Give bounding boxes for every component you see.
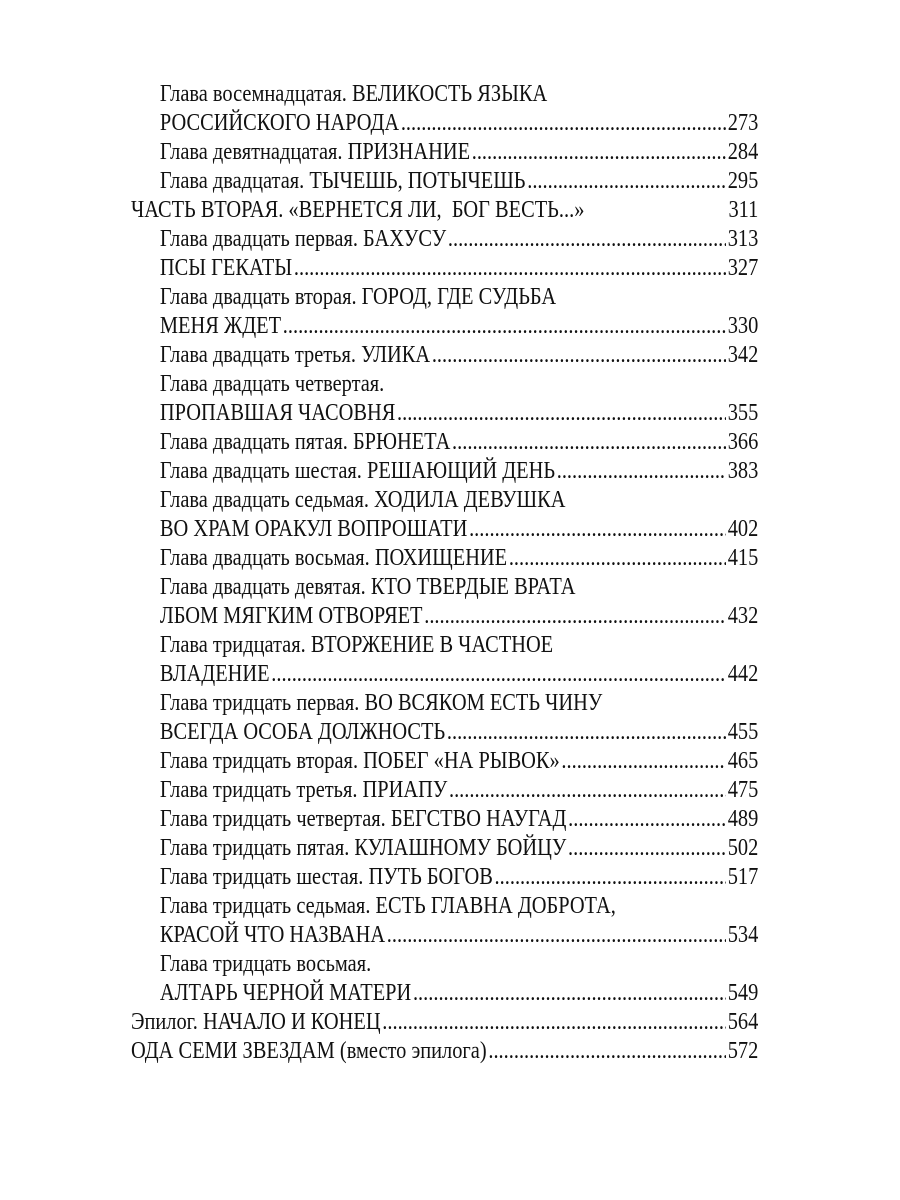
toc-entry-page: 311 — [728, 197, 759, 223]
toc-entry-page: 489 — [727, 806, 759, 832]
toc-entry — [131, 631, 758, 660]
toc-entry-title: Глава тридцатая. ВТОРЖЕНИЕ В ЧАСТНОЕ — [159, 632, 554, 658]
toc-entry-title: РОССИЙСКОГО НАРОДА — [159, 110, 400, 136]
dot-leader — [397, 399, 726, 428]
toc-entry-title: Глава двадцать четвертая. — [159, 371, 385, 397]
toc-entry-page: 502 — [727, 835, 759, 861]
toc-entry — [131, 544, 758, 573]
toc-entry-page: 549 — [727, 980, 759, 1006]
toc-entry-title: ВСЕГДА ОСОБА ДОЛЖНОСТЬ — [159, 719, 446, 745]
toc-entry-title: Глава двадцать первая. БАХУСУ — [159, 226, 447, 252]
toc-entry-title: Глава двадцатая. ТЫЧЕШЬ, ПОТЫЧЕШЬ — [159, 168, 526, 194]
toc-entry-page: 273 — [727, 110, 759, 136]
toc-entry-title: Глава двадцать восьмая. ПОХИЩЕНИЕ — [159, 545, 508, 571]
dot-leader — [432, 341, 726, 370]
toc-entry-title: Глава тридцать седьмая. ЕСТЬ ГЛАВНА ДОБРОТА, — [159, 893, 616, 919]
dot-leader — [472, 138, 726, 167]
toc-entry — [131, 776, 758, 805]
toc-entry — [131, 370, 758, 399]
toc-entry — [131, 225, 758, 254]
toc-entry-title: АЛТАРЬ ЧЕРНОЙ МАТЕРИ — [159, 980, 412, 1006]
toc-entry-page: 383 — [727, 458, 759, 484]
toc-entry-title: Глава тридцать восьмая. — [159, 951, 372, 977]
toc-entry-page: 534 — [727, 922, 759, 948]
toc-entry-page: 475 — [727, 777, 759, 803]
toc-entry-page: 355 — [727, 400, 759, 426]
toc-entry — [131, 486, 758, 515]
dot-leader — [448, 225, 726, 254]
toc-entry-page: 402 — [727, 516, 759, 542]
toc-entry-title: ЧАСТЬ ВТОРАЯ. «ВЕРНЕТСЯ ЛИ, БОГ ВЕСТЬ...» — [131, 197, 585, 223]
toc-entry-page: 572 — [727, 1038, 759, 1064]
dot-leader — [424, 602, 726, 631]
toc-entry-page: 465 — [727, 748, 759, 774]
toc-entry — [131, 573, 758, 602]
toc-entry-title: Глава тридцать третья. ПРИАПУ — [159, 777, 448, 803]
dot-leader — [283, 312, 726, 341]
toc-entry — [131, 892, 758, 921]
toc-entry-title: ВЛАДЕНИЕ — [159, 661, 270, 687]
toc-entry-title: Глава тридцать вторая. ПОБЕГ «НА РЫВОК» — [159, 748, 560, 774]
toc-entry-title: МЕНЯ ЖДЕТ — [159, 313, 282, 339]
dot-leader — [568, 834, 726, 863]
toc-entry-title: Глава тридцать первая. ВО ВСЯКОМ ЕСТЬ ЧИНУ — [159, 690, 603, 716]
table-of-contents — [131, 80, 758, 1066]
toc-entry-title: Глава двадцать пятая. БРЮНЕТА — [159, 429, 451, 455]
toc-entry — [131, 834, 758, 863]
dot-leader — [561, 747, 726, 776]
toc-entry — [131, 602, 758, 631]
toc-entry — [131, 747, 758, 776]
toc-entry-title: ПСЫ ГЕКАТЫ — [159, 255, 293, 281]
toc-entry-page: 284 — [727, 139, 759, 165]
dot-leader — [495, 863, 726, 892]
dot-leader — [449, 776, 726, 805]
toc-entry-title: Глава тридцать шестая. ПУТЬ БОГОВ — [159, 864, 493, 890]
toc-entry — [131, 283, 758, 312]
toc-entry — [131, 428, 758, 457]
toc-entry-title: Глава восемнадцатая. ВЕЛИКОСТЬ ЯЗЫКА — [159, 81, 548, 107]
toc-entry-page: 455 — [727, 719, 759, 745]
dot-leader — [447, 718, 726, 747]
toc-entry-page: 295 — [727, 168, 759, 194]
toc-entry — [131, 341, 758, 370]
toc-entry — [131, 109, 758, 138]
toc-entry-page: 517 — [727, 864, 759, 890]
dot-leader — [527, 167, 726, 196]
toc-entry-page: 327 — [727, 255, 759, 281]
dot-leader — [413, 979, 726, 1008]
toc-entry — [131, 950, 758, 979]
dot-leader — [387, 921, 726, 950]
toc-entry-title: ОДА СЕМИ ЗВЕЗДАМ (вместо эпилога) — [131, 1038, 487, 1064]
toc-entry — [131, 863, 758, 892]
toc-entry — [131, 167, 758, 196]
toc-entry-title: Глава девятнадцатая. ПРИЗНАНИЕ — [159, 139, 471, 165]
dot-leader — [568, 805, 726, 834]
toc-entry-title: Глава двадцать девятая. КТО ТВЕРДЫЕ ВРАТА — [159, 574, 576, 600]
toc-entry-page: 415 — [727, 545, 759, 571]
toc-entry — [131, 689, 758, 718]
dot-leader — [401, 109, 726, 138]
toc-entry — [131, 138, 758, 167]
toc-entry-page: 342 — [727, 342, 759, 368]
toc-entry-title: Глава тридцать пятая. КУЛАШНОМУ БОЙЦУ — [159, 835, 567, 861]
toc-entry-title: Глава двадцать вторая. ГОРОД, ГДЕ СУДЬБА — [159, 284, 557, 310]
toc-entry-title: Глава тридцать четвертая. БЕГСТВО НАУГАД — [159, 806, 567, 832]
toc-entry-page: 564 — [727, 1009, 759, 1035]
dot-leader — [382, 1008, 726, 1037]
dot-leader — [294, 254, 726, 283]
toc-entry-title: Глава двадцать шестая. РЕШАЮЩИЙ ДЕНЬ — [159, 458, 556, 484]
toc-entry-page: 442 — [727, 661, 759, 687]
toc-entry-title: Эпилог. НАЧАЛО И КОНЕЦ — [131, 1009, 381, 1035]
dot-leader — [509, 544, 726, 573]
toc-entry-page: 313 — [727, 226, 759, 252]
toc-entry-page: 330 — [727, 313, 759, 339]
toc-entry — [131, 196, 758, 225]
toc-entry — [131, 921, 758, 950]
toc-entry — [131, 312, 758, 341]
toc-entry-page: 366 — [727, 429, 759, 455]
toc-entry — [131, 1037, 758, 1066]
toc-entry-title: КРАСОЙ ЧТО НАЗВАНА — [159, 922, 386, 948]
toc-entry — [131, 457, 758, 486]
toc-entry — [131, 979, 758, 1008]
toc-entry — [131, 515, 758, 544]
toc-entry — [131, 718, 758, 747]
dot-leader — [557, 457, 726, 486]
toc-entry — [131, 254, 758, 283]
toc-entry — [131, 1008, 758, 1037]
toc-entry — [131, 399, 758, 428]
dot-leader — [271, 660, 726, 689]
toc-entry-title: Глава двадцать седьмая. ХОДИЛА ДЕВУШКА — [159, 487, 566, 513]
toc-entry-page: 432 — [727, 603, 759, 629]
toc-entry-title: ВО ХРАМ ОРАКУЛ ВОПРОШАТИ — [159, 516, 468, 542]
dot-leader — [469, 515, 726, 544]
toc-entry-title: ЛБОМ МЯГКИМ ОТВОРЯЕТ — [159, 603, 423, 629]
toc-entry — [131, 660, 758, 689]
toc-entry — [131, 805, 758, 834]
toc-entry — [131, 80, 758, 109]
dot-leader — [452, 428, 726, 457]
toc-entry-title: Глава двадцать третья. УЛИКА — [159, 342, 431, 368]
dot-leader — [488, 1037, 726, 1066]
toc-entry-title: ПРОПАВШАЯ ЧАСОВНЯ — [159, 400, 396, 426]
